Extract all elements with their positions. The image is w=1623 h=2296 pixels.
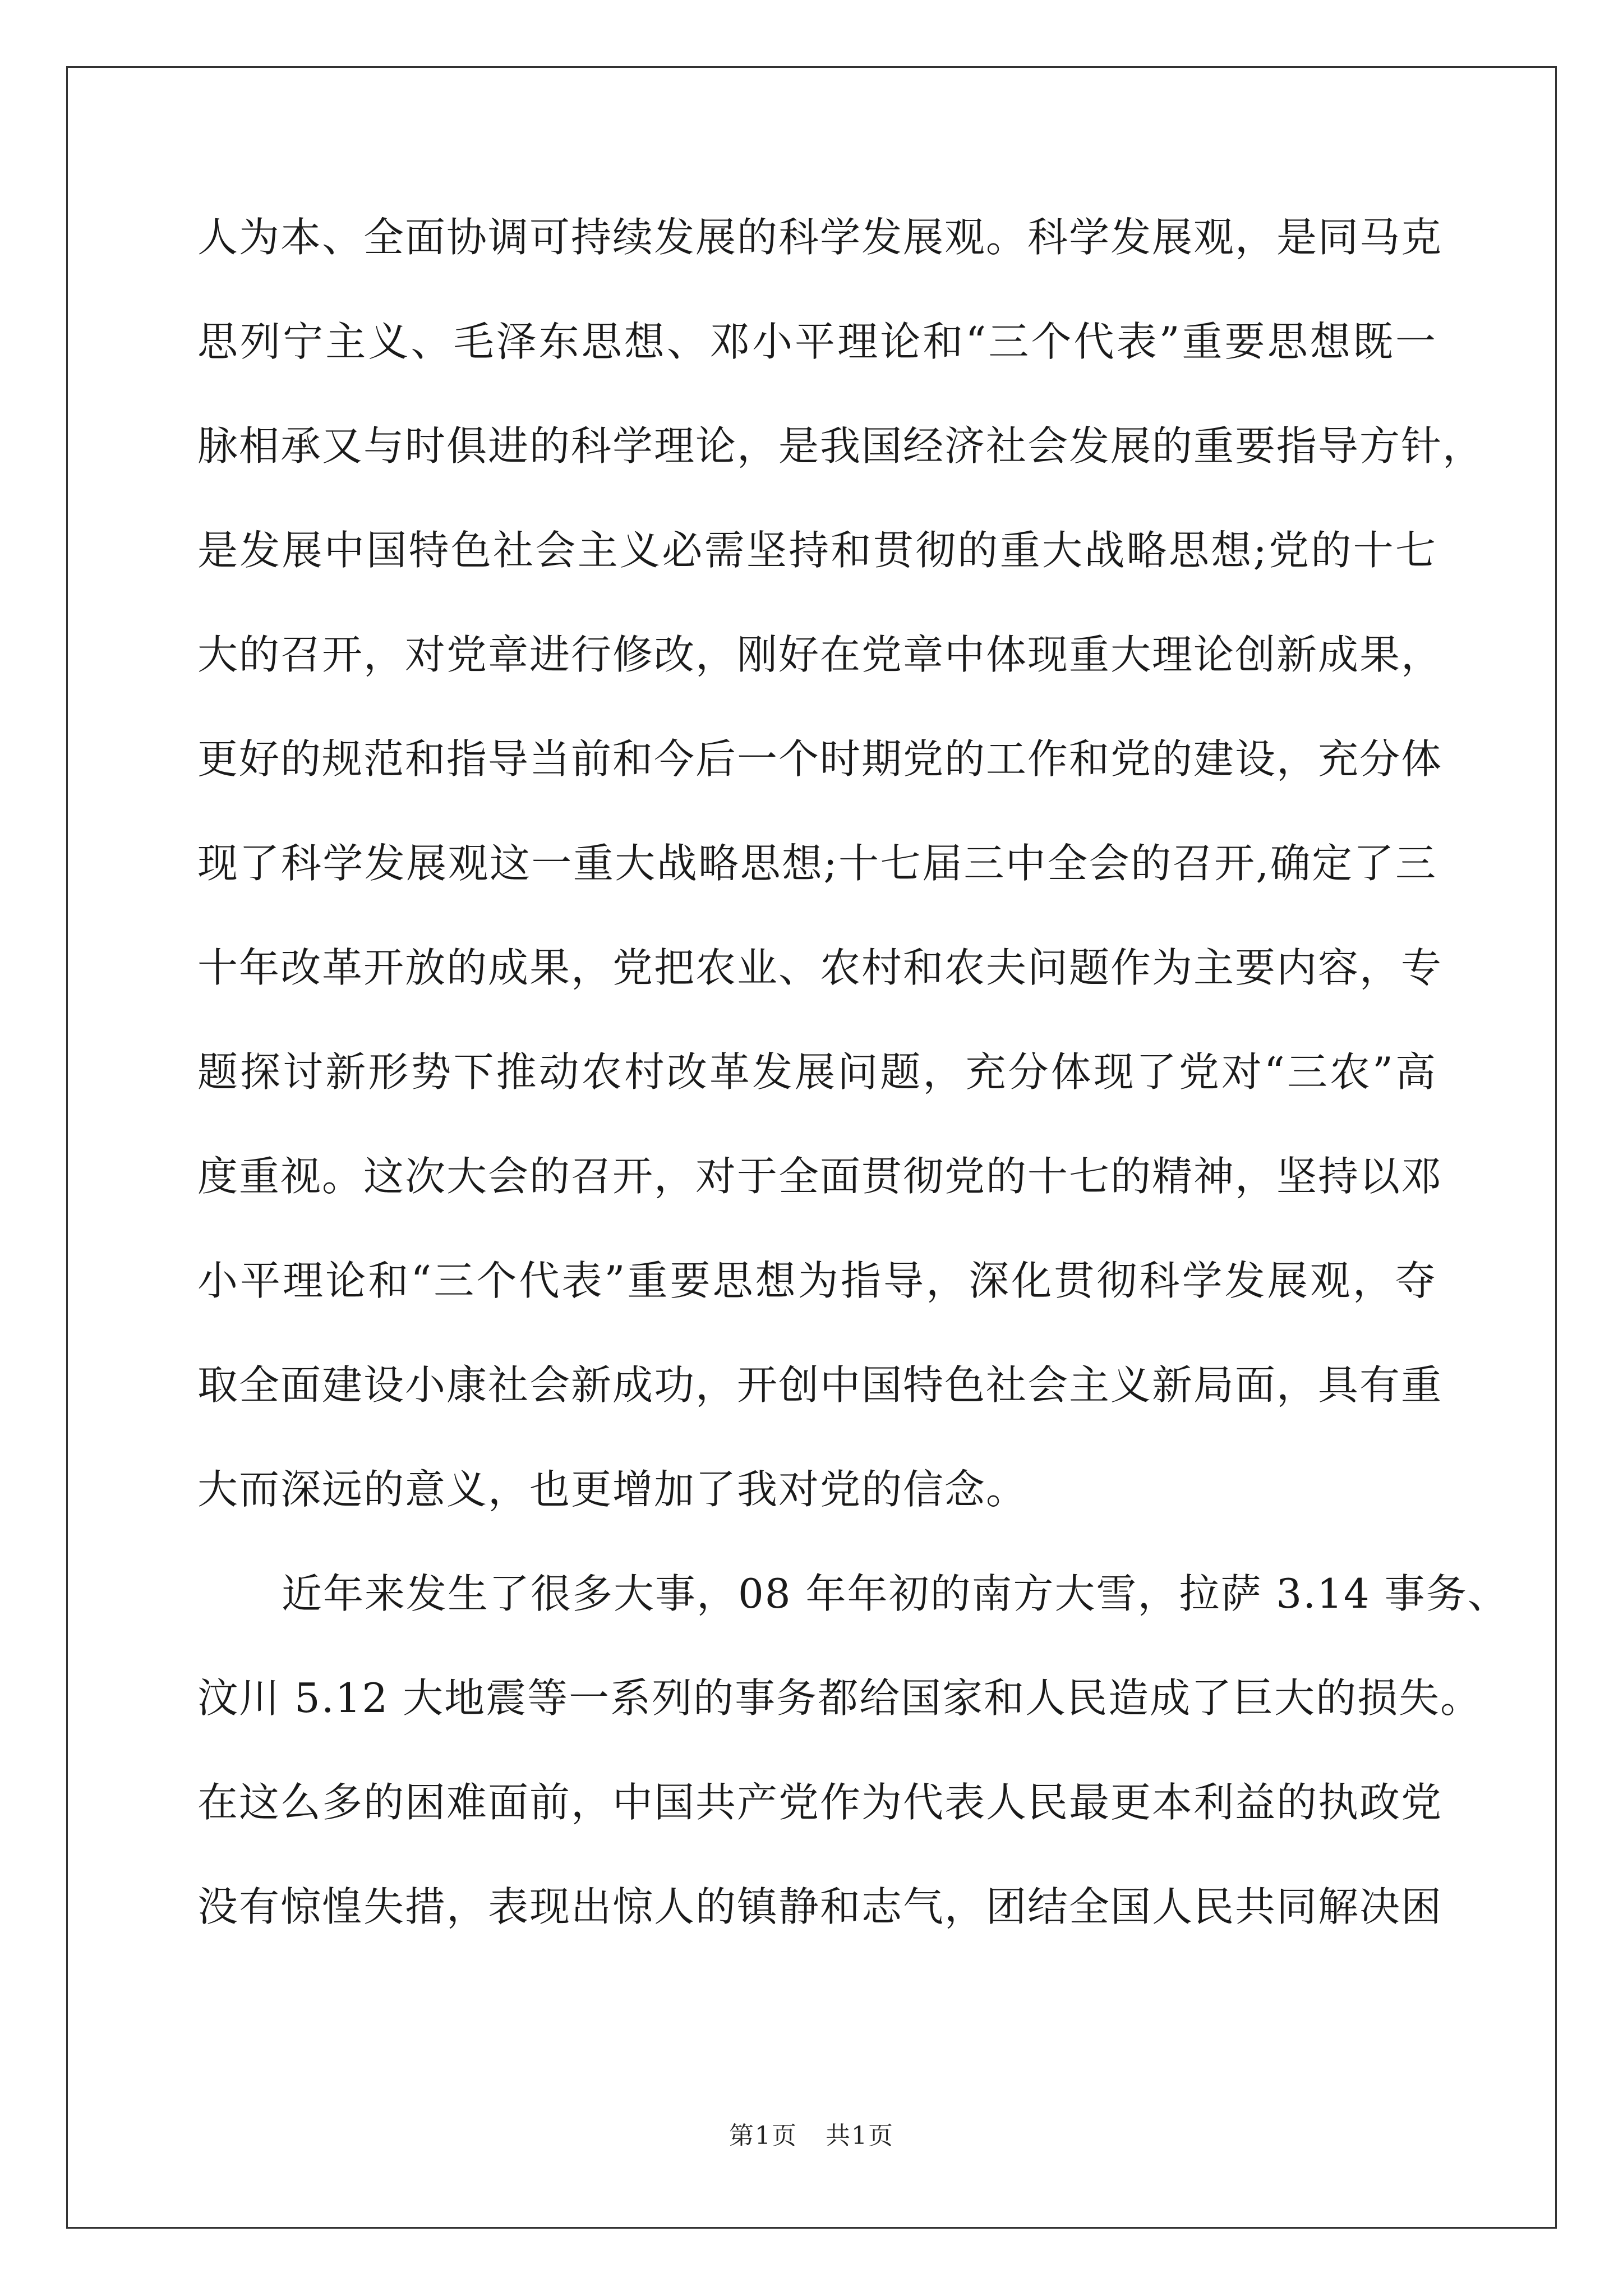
text-line: 在这么多的困难面前，中国共产党作为代表人民最更本利益的执政党	[197, 1779, 1443, 1826]
text-line: 大而深远的意义，也更增加了我对党的信念。	[197, 1466, 1028, 1513]
text-line: 更好的规范和指导当前和今后一个时期党的工作和党的建设，充分体	[197, 735, 1443, 783]
document-body	[197, 185, 1509, 1959]
page-number-total: 共1页	[826, 2122, 894, 2150]
text-line: 脉相承又与时俱进的科学理论，是我国经济社会发展的重要指导方针，	[197, 422, 1484, 470]
text-line: 小平理论和“三个代表”重要思想为指导，深化贯彻科学发展观，夺	[197, 1257, 1437, 1304]
paragraph-2	[197, 1542, 1509, 1959]
text-line: 近年来发生了很多大事，08 年年初的南方大雪，拉萨 3.14 事务、	[282, 1570, 1509, 1617]
text-line: 没有惊惶失措，表现出惊人的镇静和志气，团结全国人民共同解决困	[197, 1883, 1443, 1930]
text-line: 大的召开，对党章进行修改，刚好在党章中体现重大理论创新成果，	[197, 631, 1443, 678]
paragraph-1	[197, 185, 1484, 1542]
text-line: 是发展中国特色社会主义必需坚持和贯彻的重大战略思想;党的十七	[197, 527, 1437, 574]
text-line: 取全面建设小康社会新成功，开创中国特色社会主义新局面，具有重	[197, 1361, 1443, 1409]
text-line: 现了科学发展观这一重大战略思想;十七届三中全会的召开,确定了三	[197, 840, 1437, 887]
text-line: 汶川 5.12 大地震等一系列的事务都给国家和人民造成了巨大的损失。	[197, 1674, 1482, 1722]
page-footer	[0, 2119, 1623, 2153]
text-line: 度重视。这次大会的召开，对于全面贯彻党的十七的精神，坚持以邓	[197, 1153, 1443, 1200]
text-line: 题探讨新形势下推动农村改革发展问题，充分体现了党对“三农”高	[197, 1048, 1437, 1096]
text-line: 人为本、全面协调可持续发展的科学发展观。科学发展观，是同马克	[197, 214, 1443, 261]
text-line: 十年改革开放的成果，党把农业、农村和农夫问题作为主要内容，专	[197, 944, 1443, 991]
text-line: 思列宁主义、毛泽东思想、邓小平理论和“三个代表”重要思想既一	[197, 318, 1437, 365]
page-number-current: 第1页	[729, 2122, 797, 2150]
